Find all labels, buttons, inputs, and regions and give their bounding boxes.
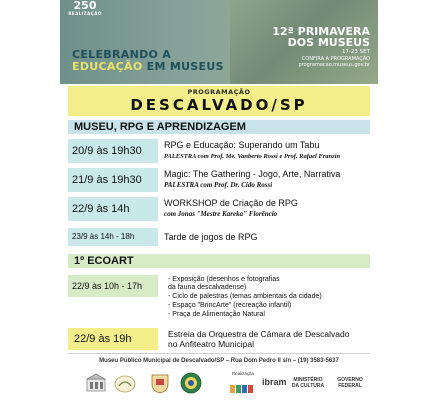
section-museu-rpg: MUSEU, RPG E APRENDIZAGEM — [68, 120, 370, 134]
primavera-site: programacao.museus.gov.br — [298, 62, 370, 68]
event-line: Estreia da Orquestra de Câmara de Descalvado — [168, 329, 350, 339]
museum-building-logo — [86, 373, 106, 397]
event-date: 21/9 às 19h30 — [68, 168, 158, 192]
event-subtitle: PALESTRA com Prof. Me. Vanberto Rossi e Prof. Rafael Franzin — [164, 153, 341, 160]
city-title: DESCALVADO/SP — [130, 96, 308, 114]
realizacao-label: Realização — [231, 371, 255, 376]
event-title: Tarde de jogos de RPG — [164, 232, 258, 242]
event-line: - Ciclo de palestras (temas ambientais da cidade) — [168, 293, 322, 300]
event-line: no Anfiteatro Municipal — [168, 339, 254, 349]
ecoart-logo — [114, 375, 136, 397]
celebrando-line1: CELEBRANDO A — [72, 48, 172, 61]
event-date: 22/9 às 19h — [68, 328, 158, 350]
event-row — [68, 197, 370, 221]
primavera-banner — [60, 0, 378, 84]
primavera-confira: CONFIRA A PROGRAMAÇÃO — [301, 56, 370, 62]
museum-logo — [66, 0, 104, 16]
programacao-label: PROGRAMAÇÃO — [187, 88, 251, 96]
event-line: da fauna descalvadense) — [168, 284, 247, 291]
event-date: 23/9 às 14h - 18h — [68, 228, 158, 246]
poster — [60, 0, 378, 400]
primavera-dates: 17-23 SET — [341, 49, 370, 55]
celebrando-slogan — [72, 49, 224, 73]
event-line: - Praça de Alimentação Natural — [168, 311, 265, 318]
programacao-header — [68, 86, 370, 116]
spm-logo — [230, 379, 254, 398]
event-subtitle: com Jonas "Mestre Kareka" Florêncio — [164, 210, 278, 218]
event-row — [68, 168, 370, 192]
event-title: RPG e Educação: Superando um Tabu — [164, 140, 320, 150]
primavera-title-1: 12ª PRIMAVERA — [272, 25, 370, 38]
celebrando-educacao: EDUCAÇÃO — [72, 60, 143, 73]
event-title: WORKSHOP de Criação de RPG — [164, 198, 298, 208]
event-row — [68, 228, 370, 246]
section-ecoart: 1º ECOART — [68, 254, 370, 268]
municipal-crest-logo — [150, 372, 170, 398]
event-date: 22/9 às 14h — [68, 197, 158, 221]
event-row — [68, 275, 370, 323]
event-line: - Espaço "BrincArte" (recreação infantil) — [168, 302, 292, 309]
logo-number: 250 — [73, 0, 97, 12]
footer-divider — [68, 353, 370, 354]
celebrando-em-museus: EM MUSEUS — [142, 60, 224, 73]
event-line: - Exposição (desenhos e fotografias — [168, 276, 280, 283]
governo-federal-logo: GOVERNO FEDERAL — [337, 377, 363, 389]
footer-logos — [68, 369, 370, 397]
primavera-block — [240, 26, 370, 68]
event-subtitle: PALESTRA com Prof. Dr. Cido Rossi — [164, 181, 273, 189]
ibram-logo: ibram — [262, 377, 287, 387]
event-title: Magic: The Gathering - Jogo, Arte, Narrativa — [164, 169, 341, 179]
primavera-title-2: DOS MUSEUS — [287, 36, 370, 49]
descalvado-seal-logo — [180, 372, 202, 398]
event-row — [68, 139, 370, 163]
event-row — [68, 328, 370, 350]
event-date: 22/9 às 10h - 17h — [68, 275, 158, 297]
logo-sub: REALIZAÇÃO — [68, 11, 102, 16]
footer-address: Museu Público Municipal de Descalvado/SP – Rua Dom Pedro II s/n – (19) 3583-5637 — [99, 358, 339, 364]
ministerio-cultura-logo: MINISTÉRIO DA CULTURA — [291, 377, 325, 389]
event-date: 20/9 às 19h30 — [68, 139, 158, 163]
